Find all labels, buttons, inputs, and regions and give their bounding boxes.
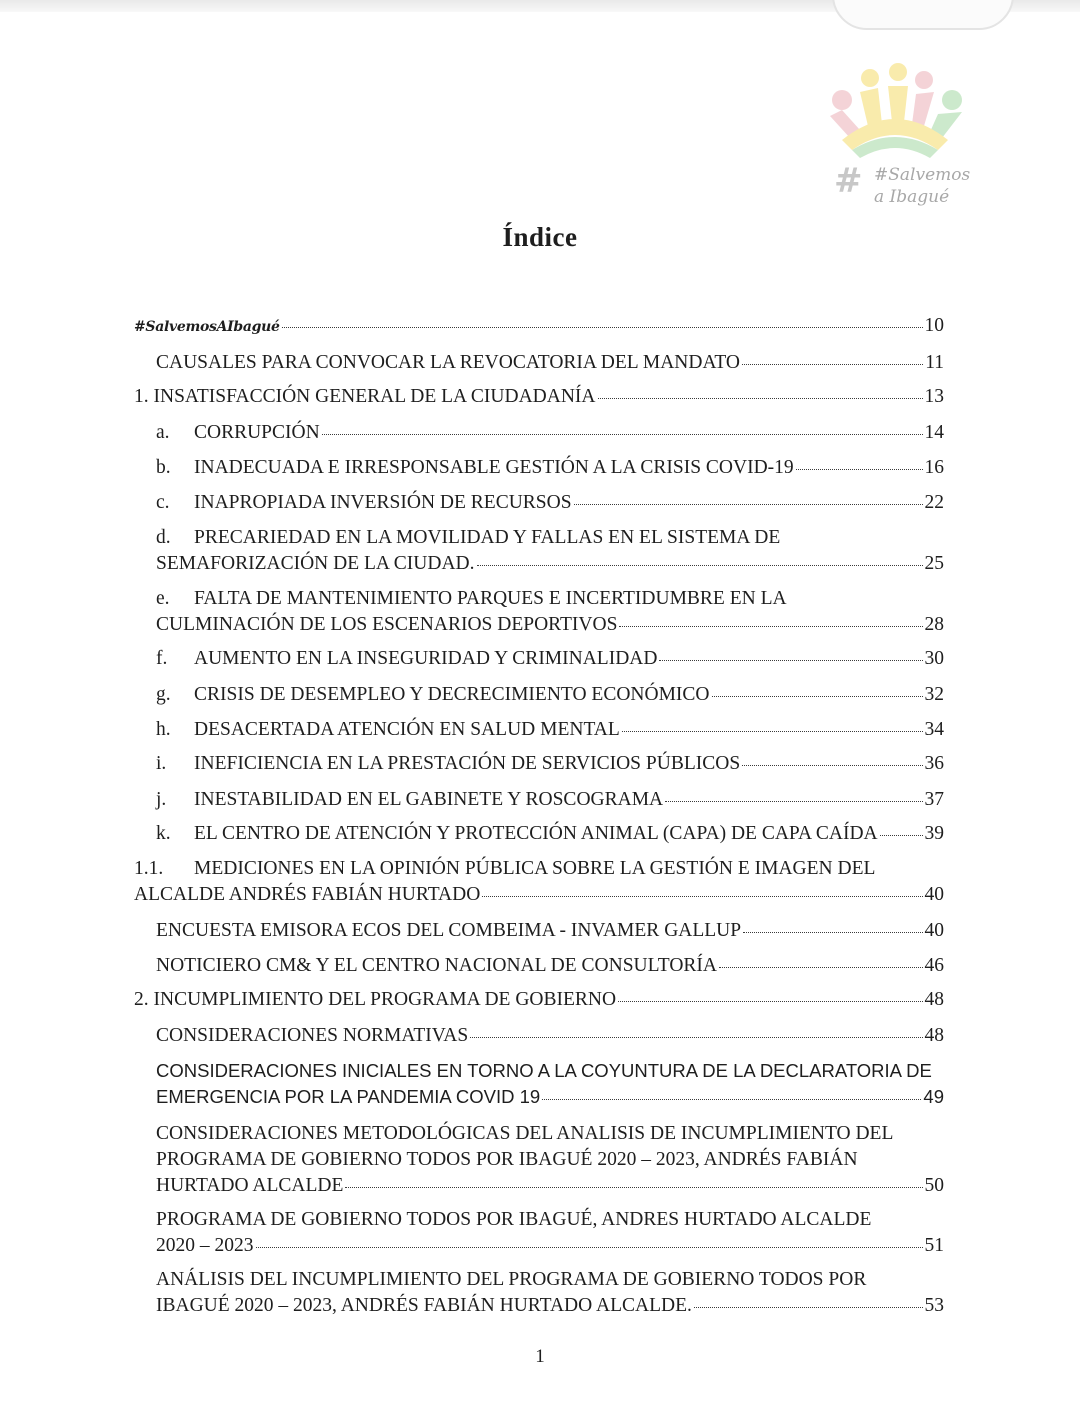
page-title: Índice [502,222,578,252]
logo-hash-glyph: # [834,161,863,201]
page-number: 1 [535,1346,545,1367]
toc-page-number: 22 [924,492,944,513]
toc-entry[interactable] [0,420,1080,446]
toc-entry-line: CONSIDERACIONES METODOLÓGICAS DEL ANALISIS DE INCUMPLIMIENTO DEL [156,1123,894,1144]
toc-entry-text [156,1149,858,1170]
toc-dot-leader [694,1307,923,1308]
toc-entry-line: ALCALDE ANDRÉS FABIÁN HURTADO [134,884,481,905]
toc-entry-text [156,1269,866,1290]
toc-entry-line: CORRUPCIÓN [194,422,320,443]
toc-entry-text [134,882,480,908]
toc-entry-line: CONSIDERACIONES NORMATIVAS [156,1025,469,1046]
toc-dot-leader [618,1001,922,1002]
toc-dot-leader [665,801,922,802]
toc-entry-text [156,350,740,376]
toc-entry-line: CAUSALES PARA CONVOCAR LA REVOCATORIA DEL MANDATO [156,352,741,373]
toc-entry-text [156,1293,692,1319]
toc-entry[interactable] [0,787,1080,813]
toc-entry-text [156,953,717,979]
toc-entry-text [156,1173,343,1199]
toc-entry-text [156,682,710,708]
toc-entry-line: ENCUESTA EMISORA ECOS DEL COMBEIMA - INVAMER GALLUP [156,920,742,941]
toc-page-number: 25 [924,553,944,574]
toc-entry-text [156,1060,932,1081]
toc-page-number: 50 [924,1175,944,1196]
toc-entry-text [156,588,787,609]
toc-entry-text [156,717,620,743]
toc-entry-line: ANÁLISIS DEL INCUMPLIMIENTO DEL PROGRAMA DE GOBIERNO TODOS POR [156,1269,867,1290]
toc-page-number: 53 [924,1295,944,1316]
toc-entry-line: CONSIDERACIONES INICIALES EN TORNO A LA COYUNTURA DE LA DECLARATORIA DE [156,1060,932,1081]
toc-page-number: 40 [924,884,944,905]
toc-dot-leader [482,896,922,897]
toc-entry-line: PRECARIEDAD EN LA MOVILIDAD Y FALLAS EN EL SISTEMA DE [194,527,781,548]
toc-page-number: 11 [925,352,944,373]
toc-entry-text [134,384,596,410]
toc-entry-text [134,314,280,340]
toc-entry[interactable] [0,717,1080,743]
toc-entry-line: NOTICIERO CM& Y EL CENTRO NACIONAL DE CONSULTORÍA [156,955,717,976]
toc-entry-marker: f. [156,648,168,669]
toc-entry-text [156,1084,540,1110]
toc-entry[interactable] [0,455,1080,481]
toc-page-number: 36 [924,753,944,774]
toc-entry[interactable] [0,751,1080,777]
toc-entry-marker: k. [156,823,171,844]
toc-page-number: 37 [924,789,944,810]
toc-entry-marker: e. [156,588,170,609]
toc-entry-line: PROGRAMA DE GOBIERNO TODOS POR IBAGUÉ, ANDRES HURTADO ALCALDE [156,1209,872,1230]
toc-entry-line: INEFICIENCIA EN LA PRESTACIÓN DE SERVICIOS PÚBLICOS [194,753,741,774]
toc-entry-line: INAPROPIADA INVERSIÓN DE RECURSOS [194,492,572,513]
toc-entry[interactable] [0,490,1080,516]
toc-page-number: 32 [924,684,944,705]
toc-entry-line: EL CENTRO DE ATENCIÓN Y PROTECCIÓN ANIMAL (CAPA) DE CAPA CAÍDA [194,823,878,844]
toc-entry-text [156,612,617,638]
toc-entry-marker: c. [156,492,170,513]
toc-entry-marker: i. [156,753,167,774]
toc-page-number: 30 [924,648,944,669]
toc-dot-leader [719,967,923,968]
toc-entry-line: FALTA DE MANTENIMIENTO PARQUES E INCERTIDUMBRE EN LA [194,588,787,609]
toc-dot-leader [345,1187,922,1188]
toc-entry[interactable] [0,586,1080,638]
toc-dot-leader [659,660,922,661]
toc-dot-leader [574,504,923,505]
toc-page-number: 10 [924,315,944,336]
toc-dot-leader [880,835,923,836]
toc-dot-leader [622,731,923,732]
toc-entry-text [156,751,740,777]
toc-entry-text [156,646,657,672]
toc-page-number: 51 [924,1235,944,1256]
toc-entry[interactable] [0,525,1080,577]
toc-entry-marker: b. [156,457,171,478]
toc-entry[interactable] [0,1058,1080,1110]
toc-entry-marker: g. [156,684,171,705]
toc-dot-leader [282,327,923,328]
toc-dot-leader [742,765,922,766]
toc-entry[interactable] [0,1267,1080,1319]
toc-entry-marker: 1.1. [134,858,164,879]
toc-entry-line: IBAGUÉ 2020 – 2023, ANDRÉS FABIÁN HURTADO ALCALDE. [156,1295,692,1316]
logo-text-line-1: #Salvemos [874,165,970,185]
toc-entry-text [134,987,616,1013]
toc-entry[interactable] [0,350,1080,376]
toc-entry-text [156,1023,468,1049]
toc-entry-line: EMERGENCIA POR LA PANDEMIA COVID 19 [156,1086,541,1107]
toc-page-number: 16 [924,457,944,478]
toc-entry[interactable] [0,1121,1080,1199]
toc-entry[interactable] [0,856,1080,908]
toc-page-number: 48 [924,989,944,1010]
toc-page-number: 28 [924,614,944,635]
toc-entry-text [156,918,741,944]
toc-dot-leader [598,398,923,399]
toc-entry[interactable] [0,953,1080,979]
salvemos-ibague-logo [820,58,970,218]
toc-entry-line: AUMENTO EN LA INSEGURIDAD Y CRIMINALIDAD [194,648,658,669]
toc-entry[interactable] [0,821,1080,847]
toc-entry-text [156,1123,893,1144]
toc-entry[interactable] [0,384,1080,410]
toc-entry-line: 1. INSATISFACCIÓN GENERAL DE LA CIUDADANÍA [134,386,596,407]
toc-entry-line: HURTADO ALCALDE [156,1175,344,1196]
toc-entry[interactable] [0,646,1080,672]
toc-page-number: 49 [923,1086,944,1107]
toc-entry-line: DESACERTADA ATENCIÓN EN SALUD MENTAL [194,719,620,740]
toc-dot-leader [796,469,923,470]
toc-entry[interactable] [0,1023,1080,1049]
toc-dot-leader [542,1099,921,1100]
toc-page-number: 48 [924,1025,944,1046]
toc-dot-leader [322,434,923,435]
toc-page-number: 13 [924,386,944,407]
toc-page-number: 46 [924,955,944,976]
top-pill-shape [832,0,1014,30]
toc-dot-leader [256,1247,923,1248]
toc-entry-line: CRISIS DE DESEMPLEO Y DECRECIMIENTO ECONÓMICO [194,684,710,705]
toc-entry-text [156,420,320,446]
toc-dot-leader [743,932,922,933]
toc-entry[interactable] [0,313,1080,339]
toc-dot-leader [619,626,922,627]
toc-entry-line: 2020 – 2023 [156,1235,254,1256]
toc-dot-leader [742,364,923,365]
toc-entry-text [156,551,475,577]
toc-entry[interactable] [0,918,1080,944]
toc-entry-text [134,858,875,879]
toc-entry-marker: h. [156,719,171,740]
toc-entry-marker: a. [156,422,170,443]
toc-entry[interactable] [0,1207,1080,1259]
toc-entry-line: INADECUADA E IRRESPONSABLE GESTIÓN A LA CRISIS COVID-19 [194,457,794,478]
toc-page-number: 40 [924,920,944,941]
toc-entry-line: 2. INCUMPLIMIENTO DEL PROGRAMA DE GOBIERNO [134,989,617,1010]
toc-entry-text [156,490,572,516]
toc-entry-marker: j. [156,789,167,810]
toc-entry-text [156,1233,254,1259]
toc-dot-leader [477,565,923,566]
toc-entry-line: MEDICIONES EN LA OPINIÓN PÚBLICA SOBRE LA GESTIÓN E IMAGEN DEL [194,858,876,879]
toc-dot-leader [712,696,923,697]
toc-entry-text [156,1209,871,1230]
toc-entry-line: PROGRAMA DE GOBIERNO TODOS POR IBAGUÉ 2020 – 2023, ANDRÉS FABIÁN [156,1149,858,1170]
toc-dot-leader [470,1037,922,1038]
toc-entry-line: SEMAFORIZACIÓN DE LA CIUDAD. [156,553,475,574]
toc-entry-line: #SalvemosAIbagué [134,319,280,335]
toc-entry[interactable] [0,682,1080,708]
toc-page-number: 39 [924,823,944,844]
toc-entry-text [156,527,780,548]
toc-entry-text [156,787,663,813]
toc-page-number: 34 [924,719,944,740]
toc-entry-text [156,821,878,847]
logo-text-line-2: a Ibagué [874,187,950,207]
toc-page-number: 14 [924,422,944,443]
toc-entry-marker: d. [156,527,171,548]
toc-entry[interactable] [0,987,1080,1013]
toc-entry-text [156,455,794,481]
toc-entry-line: CULMINACIÓN DE LOS ESCENARIOS DEPORTIVOS [156,614,618,635]
toc-entry-line: INESTABILIDAD EN EL GABINETE Y ROSCOGRAMA [194,789,664,810]
